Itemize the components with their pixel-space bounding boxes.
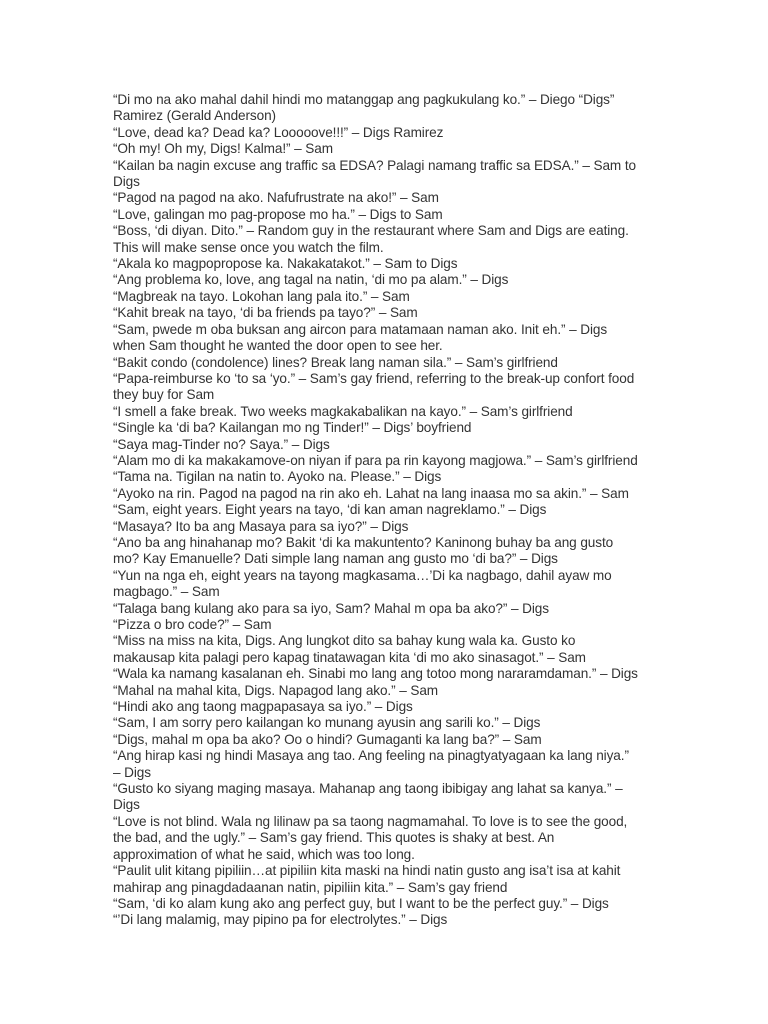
text-line: – Digs	[113, 764, 151, 780]
text-line: Digs	[113, 797, 140, 813]
text-line: “Bakit condo (condolence) lines? Break lang naman sila.” – Sam’s girlfriend	[113, 354, 558, 370]
text-line: mahirap ang pinagdadaanan natin, pipiliin kita.” – Sam’s gay friend	[113, 879, 508, 895]
text-line: “Ang problema ko, love, ang tagal na natin, ‘di mo pa alam.” – Digs	[113, 272, 509, 288]
text-line: approximation of what he said, which was too long.	[113, 846, 415, 862]
text-line: makausap kita palagi pero kapag tinatawagan kita ‘di mo ako sinasagot.” – Sam	[113, 649, 586, 665]
text-line: This will make sense once you watch the film.	[113, 239, 384, 255]
text-line: “Digs, mahal m opa ba ako? Oo o hindi? Gumaganti ka lang ba?” – Sam	[113, 731, 542, 747]
text-line: “Di mo na ako mahal dahil hindi mo matanggap ang pagkukulang ko.” – Diego “Digs”	[113, 92, 615, 107]
text-line: “Saya mag-Tinder no? Saya.” – Digs	[113, 436, 330, 452]
text-line: “Masaya? Ito ba ang Masaya para sa iyo?” – Digs	[113, 518, 409, 534]
text-line: “Kahit break na tayo, ‘di ba friends pa tayo?” – Sam	[113, 305, 418, 321]
text-line: mo? Kay Emanuelle? Dati simple lang naman ang gusto mo ‘di ba?” – Digs	[113, 551, 558, 567]
text-line: “Pizza o bro code?” – Sam	[113, 617, 272, 632]
text-line: “Hindi ako ang taong magpapasaya sa iyo.” – Digs	[113, 699, 413, 715]
text-line: “Alam mo di ka makakamove-on niyan if para pa rin kayong magjowa.” – Sam’s girlfriend	[113, 452, 638, 468]
text-line: “Magbreak na tayo. Lokohan lang pala ito.” – Sam	[113, 288, 410, 304]
text-line: magbago.” – Sam	[113, 584, 220, 600]
text-line: “Ayoko na rin. Pagod na pagod na rin ako eh. Lahat na lang inaasa mo sa akin.” – Sam	[113, 485, 629, 501]
text-line: “Tama na. Tigilan na natin to. Ayoko na. Please.” – Digs	[113, 469, 442, 485]
text-line: “Love, dead ka? Dead ka? Looooove!!!” – Digs Ramirez	[113, 124, 444, 140]
text-line: “Papa-reimburse ko ‘to sa ‘yo.” – Sam’s gay friend, referring to the break-up confort food	[113, 370, 635, 386]
text-line: the bad, and the ugly.” – Sam’s gay friend. This quotes is shaky at best. An	[113, 830, 555, 846]
text-line: “Ano ba ang hinahanap mo? Bakit ‘di ka makuntento? Kaninong buhay ba ang gusto	[113, 534, 614, 550]
text-line: “Sam, eight years. Eight years na tayo, ‘di kan aman nagreklamo.” – Digs	[113, 502, 547, 518]
text-line: “Oh my! Oh my, Digs! Kalma!” – Sam	[113, 141, 333, 157]
quote-list	[113, 92, 673, 929]
text-line: Digs	[113, 174, 140, 190]
text-line: “Love, galingan mo pag-propose mo ha.” – Digs to Sam	[113, 206, 443, 222]
text-line: “’Di lang malamig, may pipino pa for electrolytes.” – Digs	[113, 912, 448, 928]
text-line: “Gusto ko siyang maging masaya. Mahanap ang taong ibibigay ang lahat sa kanya.” –	[113, 781, 623, 797]
text-line: “Sam, ‘di ko alam kung ako ang perfect guy, but I want to be the perfect guy.” – Digs	[113, 895, 609, 911]
text-line: “I smell a fake break. Two weeks magkakabalikan na kayo.” – Sam’s girlfriend	[113, 403, 573, 419]
text-line: “Wala ka namang kasalanan eh. Sinabi mo lang ang totoo mong nararamdaman.” – Digs	[113, 666, 638, 682]
text-line: when Sam thought he wanted the door open to see her.	[113, 338, 443, 354]
text-line: “Ang hirap kasi ng hindi Masaya ang tao. Ang feeling na pinagtyatyagaan ka lang niya.”	[113, 748, 629, 764]
text-line: “Kailan ba nagin excuse ang traffic sa EDSA? Palagi namang traffic sa EDSA.” – Sam to	[113, 157, 636, 173]
text-line: “Sam, pwede m oba buksan ang aircon para matamaan naman ako. Init eh.” – Digs	[113, 321, 608, 337]
text-line: “Paulit ulit kitang pipiliin…at pipiliin kita maski na hindi natin gusto ang isa’t isa at kahit	[113, 863, 621, 879]
text-line: “Boss, ‘di diyan. Dito.” – Random guy in the restaurant where Sam and Digs are eating.	[113, 223, 629, 239]
text-line: “Single ka ‘di ba? Kailangan mo ng Tinder!” – Digs’ boyfriend	[113, 420, 472, 436]
text-line: “Talaga bang kulang ako para sa iyo, Sam? Mahal m opa ba ako?” – Digs	[113, 600, 549, 616]
text-line: Ramirez (Gerald Anderson)	[113, 108, 276, 124]
text-line: “Akala ko magpopropose ka. Nakakatakot.” – Sam to Digs	[113, 256, 458, 272]
text-line: “Miss na miss na kita, Digs. Ang lungkot dito sa bahay kung wala ka. Gusto ko	[113, 633, 576, 649]
text-line: “Mahal na mahal kita, Digs. Napagod lang ako.” – Sam	[113, 682, 438, 698]
text-line: “Love is not blind. Wala ng lilinaw pa sa taong nagmamahal. To love is to see the good,	[113, 813, 628, 829]
text-line: they buy for Sam	[113, 387, 215, 403]
text-line: “Sam, I am sorry pero kailangan ko munang ayusin ang sarili ko.” – Digs	[113, 715, 541, 731]
text-line: “Yun na nga eh, eight years na tayong magkasama…’Di ka nagbago, dahil ayaw mo	[113, 567, 612, 583]
text-line: “Pagod na pagod na ako. Nafufrustrate na ako!” – Sam	[113, 190, 439, 206]
